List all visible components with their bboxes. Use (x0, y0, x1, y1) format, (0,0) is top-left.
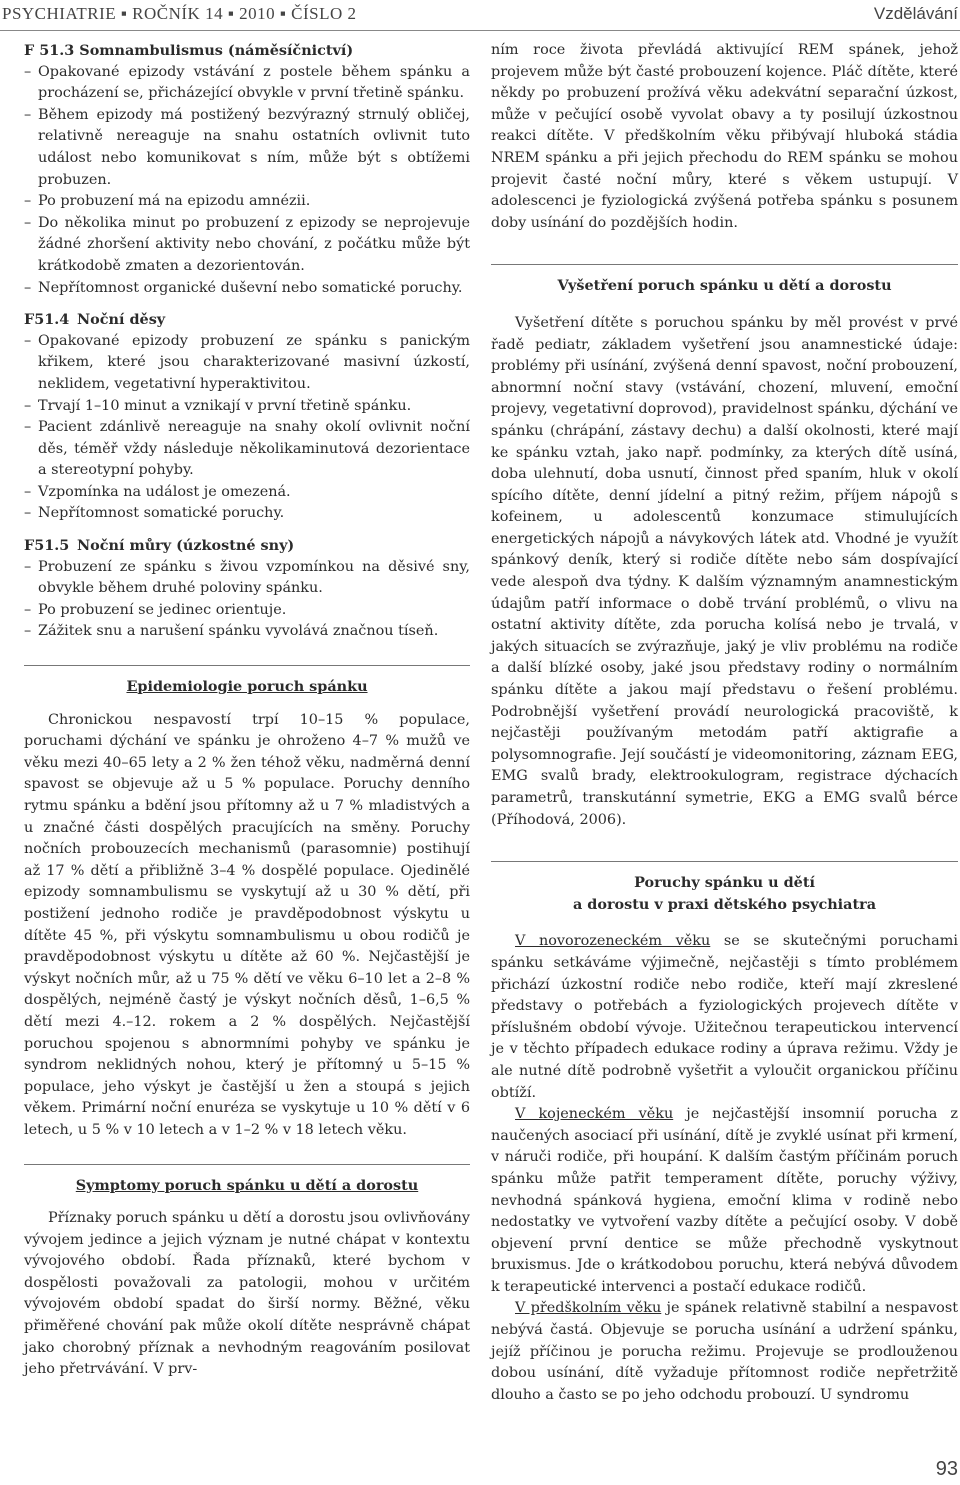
criteria-list (24, 557, 470, 643)
exam-heading (491, 264, 958, 297)
exam-paragraph: Vyšetření dítěte s poruchou spánku by měl provést v prvé řadě pediatr, základem vyšetření jsou anamnestické údaje: problémy při usínání, zvýšená denní spavost, noční probouzení, abnormní noční stavy (vstávání, chození, mluvení, emoční projevy, vegetativní doprovod), pravidelnost spánku, dýchání ve spánku (chrápání, zástavy dechu) a další okolnosti, které mají ke spánku vztah, jako např. podmínky, za kterých dítě usíná, doba ulehnutí, doba usnutí, činnost před spaním, hluk v okolí spícího dítěte, denní jídelní a pitný režim, příjem nápojů s kofeinem, u adolescentů konzumace stimulujících energetických nápojů a návykových látek atd. Vhodné je využít spánkový deník, který si rodiče dítěte nebo sám dospívající vede alespoň dva týdny. K dalším významným anamnestickým údajům patří informace o době trvání problémů, o vlivu na ostatní aktivity dítěte, zda porucha kolísá nebo je trvalá, v jakých situacích se zvýrazňuje, jaký je vliv problému na rodiče a další blízké osoby, jaké jsou představy rodiny o normálním spánku dítěte a jakou mají představu o řešení problému. Podrobnější vyšetření provádí neurologická pracoviště, k nejčastěji používaným metodám patří aktigrafie a polysomnografie. Její součástí je videomonitoring, záznam EEG, EMG svalů brady, elektrookulogram, registrace dýchacích parametrů, transkutánní symetrie, EKG a EMG svalů bérce (Příhodová, 2006). (491, 314, 958, 828)
list-item: – Vzpomínka na událost je omezená. (24, 482, 470, 504)
list-item: – Pacient zdánlivě nereaguje na snahy okolí ovlivnit noční děs, téměř vždy následuje několikaminutová dezorientace a stereotypní pohyby. (24, 417, 470, 482)
symptoms-title: Symptomy poruch spánku u dětí a dorostu (75, 1176, 419, 1194)
section-heading (24, 40, 470, 62)
infant-text: je nejčastější insomnií porucha z naučených asociací při usínání, dítě je zvyklé usínat při krmení, v náruči rodiče, při houpání. K dalším častým příčinám poruch spánku může patřit temperament dítěte, poruchy výživy, nevhodná spánková hygiena, emoční klima v rodině nebo nedostatky ve vytvoření vazby dítěte a pečující osoby. V době objevení první dentice se může přechodně vyskytnout bruxismus. Jde o krátkodobou poruchu, která nebývá důvodem k terapeutické intervenci a postačí edukace rodičů. (491, 1106, 959, 1295)
epidemiology-paragraph: Chronickou nespavostí trpí 10–15 % populace, poruchami dýchání ve spánku je ohroženo 4–7 % mužů ve věku mezi 40–65 lety a 2 % žen téhož věku, nadměrná denní spavost se objevuje až u 5 % populace. Poruchy denního rytmu spánku a bdění jsou přítomny až u 7 % mladistvých a u značné části dospělých pracujících na směny. Poruchy nočních probouzecích mechanismů (parasomnie) postihují až 17 % dětí a přibližně 3–4 % dospělé populace. Ojedinělé epizody somnambulismu se vyskytují až u 30 % dětí, při postižení jednoho rodiče je pravděpodobnost výskytu u dítěte 45 %, při výskytu somnambulismu u obou rodičů je pravděpodobnost výskytu u dítěte až 60 %. Nejčastější je výskyt nočních můr, až u 75 % dětí ve věku 6–10 let a 2–8 % dospělých, nejméně častý je výskyt nočních děsů, 1–6,5 % dětí mezi 4.–12. rokem a 2 % dospělých. Nejčastější poruchou spojenou s abnormními pohyby ve spánku je syndrom neklidných nohou, který je přítomný u 5–15 % populace, jeho výskyt je častější u žen a stoupá s jejich věkem. Primární noční enuréza se vyskytuje u 10 % dětí v 6 letech, u 5 % v 10 letech a v 1–2 % v 18 letech věku. (24, 711, 470, 1138)
symptoms-paragraph: Příznaky poruch spánku u dětí a dorostu jsou ovlivňovány vývojem jedince a jejich význam je nutné chápat v kontextu vývojového období. Řada příznaků, které bychom v dospělosti považovali za patologii, mohou v určitém vývojovém období spadat do širší normy. Běžné, věku přiměřené chování pak může okolí dítěte nesprávně chápat jako chorobný příznak a nevhodným reagováním posilovat jeho přetrvávání. V prv- (24, 1210, 470, 1378)
practice-title-line1: Poruchy spánku u dětí (634, 874, 815, 892)
header-rule (0, 30, 960, 31)
diagnosis-code: F 51.3 (24, 42, 75, 59)
list-item: – Probuzení ze spánku s živou vzpomínkou na děsivé sny, obvykle během druhé poloviny spánku. (24, 557, 470, 600)
list-item: – Do několika minut po probuzení z epizody se neprojevuje žádné zhoršení aktivity nebo chování, z počátku může být krátkodobě zmaten a dezorientován. (24, 213, 470, 278)
symptoms-heading (24, 1164, 470, 1197)
criteria-list (24, 331, 470, 525)
list-item: – Opakované epizody vstávání z postele během spánku a procházení se, přicházející obvykle v první třetině spánku. (24, 62, 470, 105)
epidemiology-heading (24, 665, 470, 698)
preschool-lead: V předškolním věku (515, 1300, 662, 1317)
running-header (0, 0, 960, 28)
section-label: Vzdělávání (873, 4, 958, 23)
section-f514 (24, 309, 470, 525)
continuation-paragraph: ním roce života převládá aktivující REM spánek, jehož projevem může být časté probouzení kojence. Pláč dítěte, které někdy po probuzení prožívá věku adekvátní separační úzkost, může v pečující osobě vyvolat obavy a ty posilují úzkostnou reakci dítěte. V předškolním věku přibývají hluboká stádia NREM spánku a při jejich přechodu do REM spánku se mohou projevit časté noční můry, které s věkem ustupují. V adolescenci je fyziologická zvýšená potřeba spánku s posunem doby usínání do pozdějších hodin. (491, 42, 958, 231)
infant-lead: V kojeneckém věku (515, 1106, 674, 1123)
list-item: – Nepřítomnost organické duševní nebo somatické poruchy. (24, 278, 470, 300)
diagnosis-title: Noční můry (úzkostné sny) (77, 537, 295, 555)
right-column (491, 40, 958, 1406)
list-item: – Po probuzení se jedinec orientuje. (24, 600, 470, 622)
diagnosis-title: Noční děsy (77, 311, 166, 329)
practice-title-line2: a dorostu v praxi dětského psychiatra (572, 895, 877, 913)
list-item: – Zážitek snu a narušení spánku vyvolává značnou tíseň. (24, 621, 470, 643)
section-f513 (24, 40, 470, 299)
epidemiology-title: Epidemiologie poruch spánku (126, 678, 368, 696)
diagnosis-code: F51.4 (24, 311, 70, 329)
page-number: 93 (935, 1458, 958, 1480)
list-item: – Opakované epizody probuzení ze spánku s panickým křikem, které jsou charakterizované masivní úzkostí, neklidem, vegetativní hyperaktivitou. (24, 331, 470, 396)
infant-paragraph (491, 1104, 958, 1298)
list-item: – Po probuzení má na epizodu amnézii. (24, 191, 470, 213)
list-item: – Během epizody má postižený bezvýrazný strnulý obličej, relativně nereaguje na snahu ostatních ovlivnit tuto událost nebo komunikovat s ním, může být s obtížemi probuzen. (24, 105, 470, 191)
diagnosis-title: Somnambulismus (náměsíčnictví) (79, 42, 354, 59)
journal-issue-label: PSYCHIATRIE ▪ ROČNÍK 14 ▪ 2010 ▪ ČÍSLO 2 (2, 4, 357, 23)
list-item: – Trvají 1–10 minut a vznikají v první třetině spánku. (24, 396, 470, 418)
criteria-list (24, 62, 470, 300)
practice-heading (491, 861, 958, 915)
preschool-text: je spánek relativně stabilní a nespavost nebývá častá. Objevuje se porucha usínání a udržení spánku, jejíž příčinou je porucha režimu. Projevuje se prodlouženou dobou usínání, dítě vyžaduje přítomnost rodiče nepřetržitě dlouho a často se po jeho odchodu probouzí. U syndromu (491, 1300, 958, 1403)
section-heading (24, 535, 470, 557)
exam-title: Vyšetření poruch spánku u dětí a dorostu (557, 277, 892, 295)
diagnosis-code: F51.5 (24, 537, 70, 555)
newborn-paragraph (491, 931, 958, 1104)
list-item: – Nepřítomnost somatické poruchy. (24, 503, 470, 525)
section-heading (24, 309, 470, 331)
section-f515 (24, 535, 470, 643)
newborn-text: se se skutečnými poruchami spánku setkáváme výjimečně, nejčastěji s tímto problémem přichází úzkostní rodiče nebo rodiče, kteří mají zkreslené představy o potřebách a fyziologických projevech dítěte v příslušném období vývoje. Užitečnou terapeutickou intervencí je v těchto případech edukace rodiny a úprava režimu. Vždy je ale nutné dítě podrobně vyšetřit a vyloučit organickou příčinu obtíží. (491, 933, 958, 1101)
left-column (24, 40, 470, 1381)
newborn-lead: V novorozeneckém věku (515, 933, 711, 950)
preschool-paragraph (491, 1298, 958, 1406)
